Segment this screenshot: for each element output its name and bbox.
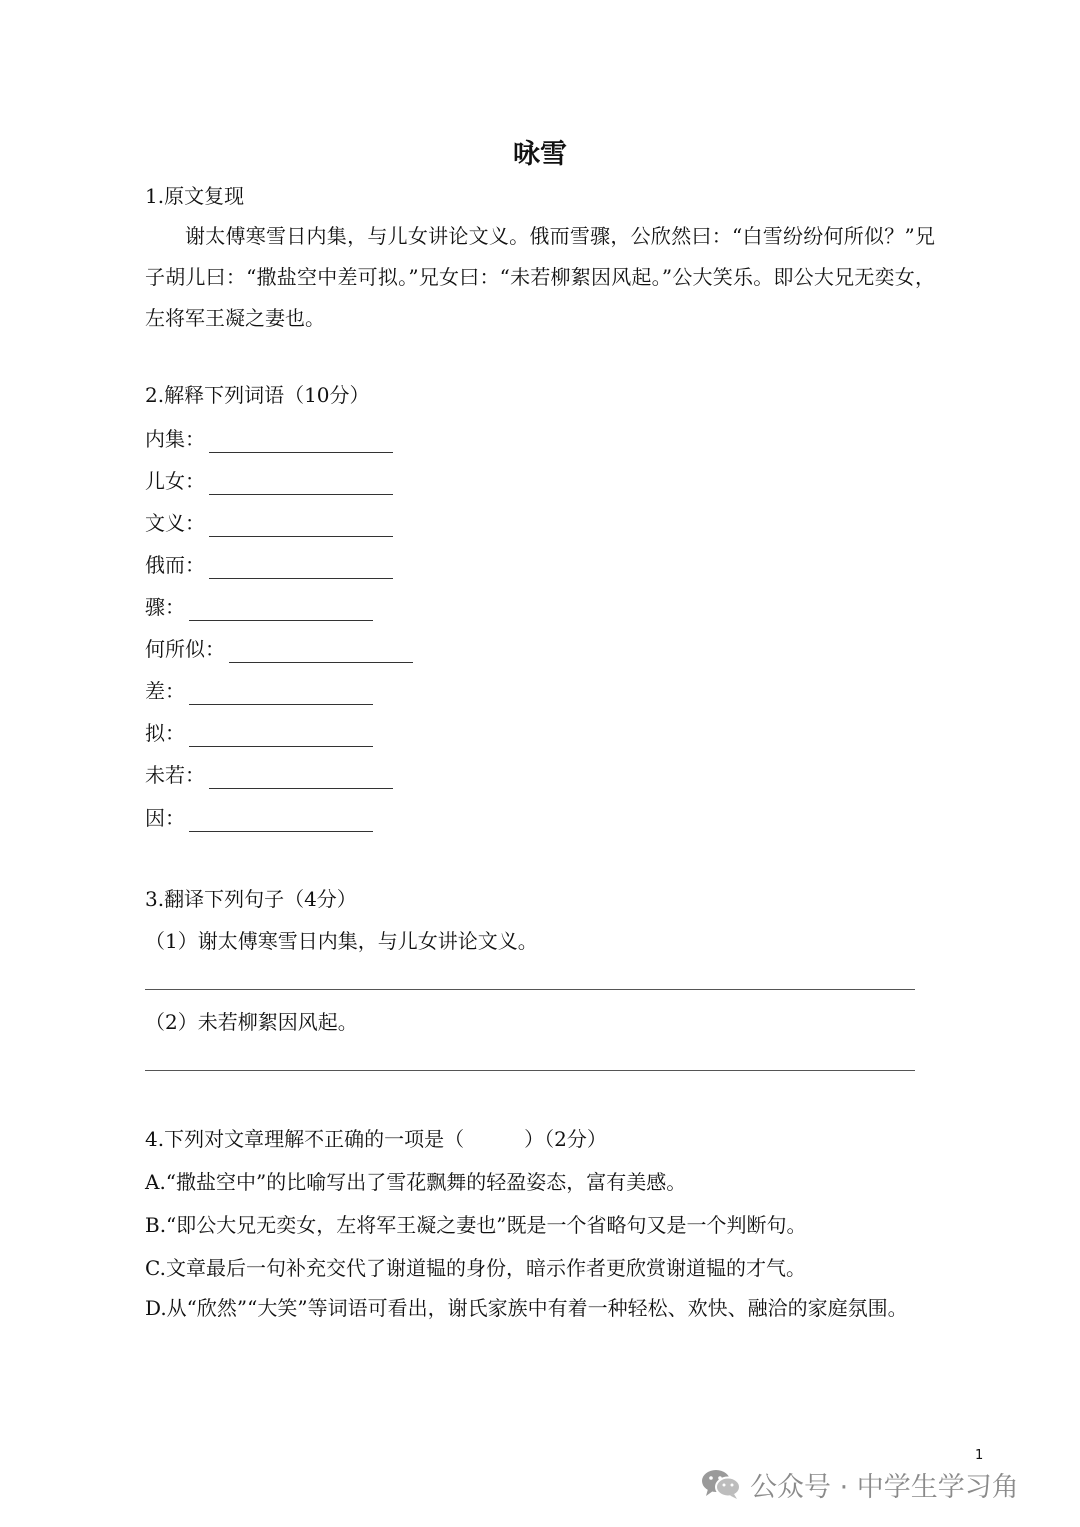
word-item [145,635,413,663]
word-item [145,467,393,495]
option-c: C.文章最后一句补充交代了谢道韫的身份，暗示作者更欣赏谢道韫的才气。 [145,1256,806,1280]
option-b: B.“即公大兄无奕女，左将军王凝之妻也”既是一个省略句又是一个判断句。 [145,1213,807,1237]
word-label: 何所似： [145,637,225,661]
watermark-text: 公众号 · 中学生学习角 [750,1471,1019,1503]
section4-heading [145,1125,607,1153]
answer-blank[interactable] [209,516,393,537]
word-label: 文义： [145,511,205,535]
page-number: 1 [975,1448,984,1463]
answer-blank[interactable] [189,684,373,705]
word-label: 差： [145,679,185,703]
word-item [145,509,393,537]
word-item [145,804,373,832]
section3-heading: 3.翻译下列句子（4分） [145,887,357,911]
wechat-icon [700,1467,742,1501]
section2-heading: 2.解释下列词语（10分） [145,383,370,407]
answer-blank[interactable] [209,768,393,789]
answer-blank[interactable] [209,432,393,453]
word-item [145,677,373,705]
question-text: 4.下列对文章理解不正确的一项是（ [145,1127,465,1151]
page-title: 咏雪 [513,139,567,170]
word-item [145,551,393,579]
answer-line[interactable] [145,989,915,990]
translate-question-2: （2）未若柳絮因风起。 [145,1010,358,1034]
word-item [145,761,393,789]
word-item [145,719,373,747]
word-label: 俄而： [145,553,205,577]
option-d: D.从“欣然”“大笑”等词语可看出，谢氏家族中有着一种轻松、欢快、融洽的家庭氛围。 [145,1296,908,1320]
word-label: 拟： [145,721,185,745]
answer-blank[interactable] [189,600,373,621]
word-label: 未若： [145,763,205,787]
word-label: 儿女： [145,469,205,493]
word-item [145,593,373,621]
answer-line[interactable] [145,1070,915,1071]
section1-heading: 1.原文复现 [145,184,245,208]
word-label: 内集： [145,427,205,451]
watermark [700,1462,1019,1506]
answer-blank[interactable] [209,558,393,579]
word-label: 因： [145,806,185,830]
word-label: 骤： [145,595,185,619]
option-a: A.“撒盐空中”的比喻写出了雪花飘舞的轻盈姿态，富有美感。 [145,1170,687,1194]
answer-blank[interactable] [209,474,393,495]
translate-question-1: （1）谢太傅寒雪日内集，与儿女讲论文义。 [145,929,538,953]
answer-blank[interactable] [229,642,413,663]
word-item [145,425,393,453]
answer-blank[interactable] [189,811,373,832]
answer-blank[interactable] [189,726,373,747]
question-score: ）（2分） [524,1127,607,1151]
original-text: 谢太傅寒雪日内集，与儿女讲论文义。俄而雪骤，公欣然曰：“白雪纷纷何所似？”兄子胡儿曰：“撒盐空中差可拟。”兄女曰：“未若柳絮因风起。”公大笑乐。即公大兄无奕女，左将军王凝之妻也。 [145,224,935,330]
